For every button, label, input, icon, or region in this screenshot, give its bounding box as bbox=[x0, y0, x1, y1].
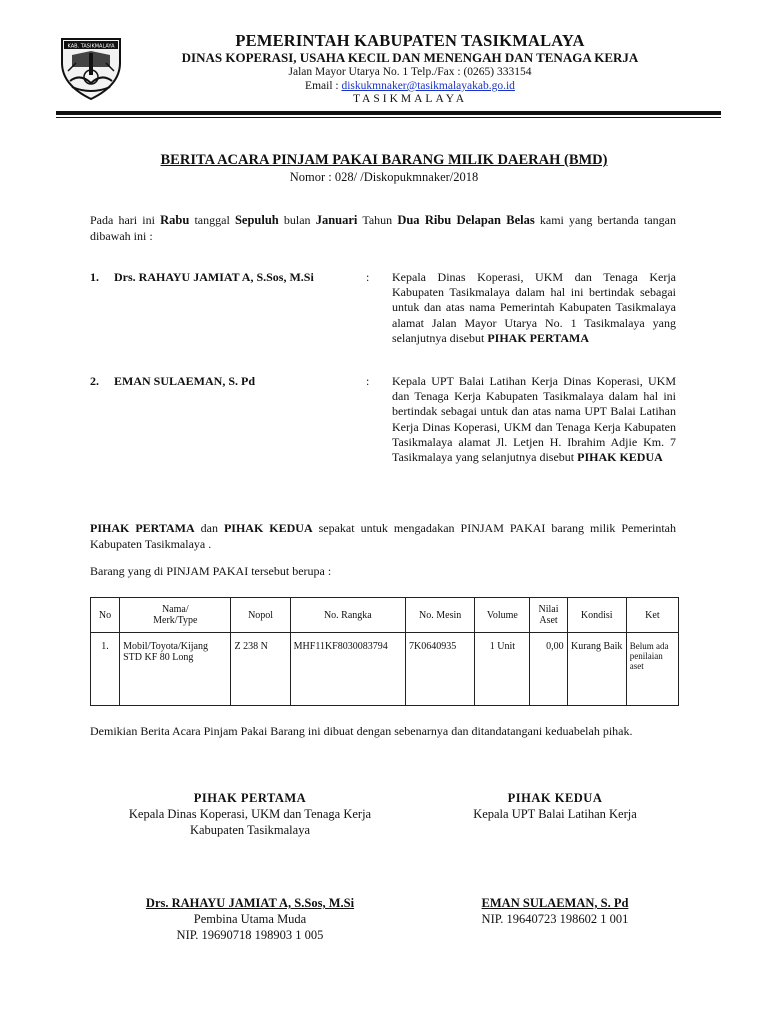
col-header-condition: Kondisi bbox=[567, 598, 626, 633]
cell-name: Mobil/Toyota/Kijang STD KF 80 Long bbox=[120, 633, 231, 706]
col-header-no: No bbox=[91, 598, 120, 633]
signature-title: Kepala UPT Balai Latihan Kerja bbox=[473, 807, 637, 821]
col-header-remarks: Ket bbox=[626, 598, 678, 633]
signatory-second bbox=[440, 895, 670, 927]
agreement-party-first: PIHAK PERTAMA bbox=[90, 521, 195, 535]
col-header-value-line2: Aset bbox=[539, 615, 558, 626]
cell-no: 1. bbox=[91, 633, 120, 706]
party-description bbox=[392, 374, 676, 465]
letterhead-rule-thin bbox=[56, 117, 721, 118]
agreement-text: sepakat untuk mengadakan PINJAM PAKAI barang milik Pemerintah Kabupaten Tasikmalaya . bbox=[90, 521, 676, 551]
col-header-name bbox=[120, 598, 231, 633]
goods-intro: Barang yang di PINJAM PAKAI tersebut berupa : bbox=[90, 564, 332, 578]
opening-text: bulan bbox=[278, 213, 316, 227]
letterhead-rule-thick bbox=[56, 111, 721, 115]
document-number: Nomor : 028/ /Diskopukmnaker/2018 bbox=[289, 170, 479, 184]
logo-text: KAB. TASIKMALAYA bbox=[67, 43, 115, 50]
opening-year: Dua Ribu Delapan Belas bbox=[397, 213, 535, 227]
party-name: EMAN SULAEMAN, S. Pd bbox=[114, 374, 256, 388]
agreement-party-second: PIHAK KEDUA bbox=[223, 521, 313, 535]
closing-paragraph: Demikian Berita Acara Pinjam Pakai Barang ini dibuat dengan sebenarnya dan ditandatangani keduabelah pihak. bbox=[90, 724, 633, 738]
party-designation: PIHAK KEDUA bbox=[577, 450, 663, 465]
col-header-asset-value bbox=[530, 598, 567, 633]
party-number: 1. bbox=[90, 270, 99, 284]
party-colon: : bbox=[366, 270, 370, 284]
party-name: Drs. RAHAYU JAMIAT A, S.Sos, M.Si bbox=[114, 270, 314, 284]
letterhead-email bbox=[140, 80, 680, 92]
letterhead-address: Jalan Mayor Utarya No. 1 Telp./Fax : (0265) 333154 bbox=[288, 66, 532, 78]
col-header-value-line1: Nilai bbox=[538, 604, 559, 615]
col-header-chassis: No. Rangka bbox=[290, 598, 405, 633]
opening-date: Sepuluh bbox=[234, 213, 279, 227]
signatory-nip: NIP. 19640723 198602 1 001 bbox=[481, 912, 629, 926]
col-header-name-line2: Merk/Type bbox=[153, 615, 198, 626]
letterhead-government: PEMERINTAH KABUPATEN TASIKMALAYA bbox=[235, 31, 585, 50]
cell-condition: Kurang Baik bbox=[567, 633, 626, 706]
signatory-name: EMAN SULAEMAN, S. Pd bbox=[481, 896, 629, 910]
table-header-row bbox=[91, 598, 679, 633]
signatory-first bbox=[90, 895, 410, 943]
signature-block-first bbox=[90, 790, 410, 838]
party-number: 2. bbox=[90, 374, 99, 388]
col-header-nopol: Nopol bbox=[231, 598, 290, 633]
agreement-text: dan bbox=[194, 521, 224, 535]
cell-chassis: MHF11KF8030083794 bbox=[290, 633, 405, 706]
party-description bbox=[392, 270, 676, 346]
email-link[interactable]: diskukmnaker@tasikmalayakab.go.id bbox=[341, 80, 515, 92]
signatory-rank: Pembina Utama Muda bbox=[193, 912, 307, 926]
cell-volume: 1 Unit bbox=[475, 633, 530, 706]
cell-asset-value: 0,00 bbox=[530, 633, 567, 706]
party-designation: PIHAK PERTAMA bbox=[487, 330, 590, 345]
col-header-volume: Volume bbox=[475, 598, 530, 633]
cell-remarks: Belum ada penilaian aset bbox=[626, 633, 678, 706]
cell-nopol: Z 238 N bbox=[231, 633, 290, 706]
party-description-text: Kepala Dinas Koperasi, UKM dan Tenaga Kerja Kabupaten Tasikmalaya dalam hal ini bertindak sebagai untuk dan atas nama Pemerintah Kabupaten Tasikmalaya alamat Jalan Mayor Utarya No. 1 Tasikmalaya yang selanjutnya disebut bbox=[392, 270, 676, 345]
opening-text: tanggal bbox=[189, 213, 235, 227]
opening-text: Tahun bbox=[357, 213, 398, 227]
cell-engine: 7K0640935 bbox=[406, 633, 475, 706]
opening-month: Januari bbox=[315, 213, 358, 227]
signature-role: PIHAK PERTAMA bbox=[193, 791, 307, 805]
opening-day: Rabu bbox=[160, 213, 190, 227]
col-header-engine: No. Mesin bbox=[406, 598, 475, 633]
party-description-text: Kepala UPT Balai Latihan Kerja Dinas Koperasi, UKM dan Tenaga Kerja Kabupaten Tasikmalaya dalam hal ini bertindak sebagai untuk dan atas nama UPT Balai Latihan Kerja Dinas Koperasi, UKM dan Tenaga Kerja Kabupaten Tasikmalaya alamat Jl. Letjen H. Ibrahim Adjie Km. 7 Tasikmalaya yang selanjutnya disebut bbox=[392, 374, 676, 465]
signatory-name: Drs. RAHAYU JAMIAT A, S.Sos, M.Si bbox=[145, 896, 355, 910]
party-colon: : bbox=[366, 374, 370, 388]
letterhead-city: TASIKMALAYA bbox=[352, 93, 468, 105]
opening-text: Pada hari ini bbox=[90, 213, 161, 227]
letterhead-agency: DINAS KOPERASI, USAHA KECIL DAN MENENGAH DAN TENAGA KERJA bbox=[181, 50, 639, 65]
agreement-paragraph bbox=[90, 520, 676, 552]
regency-emblem-logo bbox=[58, 33, 124, 101]
opening-text: kami yang bertanda tangan dibawah ini : bbox=[90, 213, 676, 243]
email-label: Email : bbox=[305, 80, 342, 92]
opening-paragraph bbox=[90, 212, 676, 244]
goods-table bbox=[90, 597, 679, 706]
signature-role: PIHAK KEDUA bbox=[507, 791, 603, 805]
signatory-nip: NIP. 19690718 198903 1 005 bbox=[176, 928, 324, 942]
signature-title: Kabupaten Tasikmalaya bbox=[189, 823, 311, 837]
signature-block-second bbox=[440, 790, 670, 822]
table-row bbox=[91, 633, 679, 706]
col-header-name-line1: Nama/ bbox=[161, 604, 189, 615]
document-title: BERITA ACARA PINJAM PAKAI BARANG MILIK DAERAH (BMD) bbox=[160, 152, 608, 168]
signature-title: Kepala Dinas Koperasi, UKM dan Tenaga Kerja bbox=[128, 807, 372, 821]
